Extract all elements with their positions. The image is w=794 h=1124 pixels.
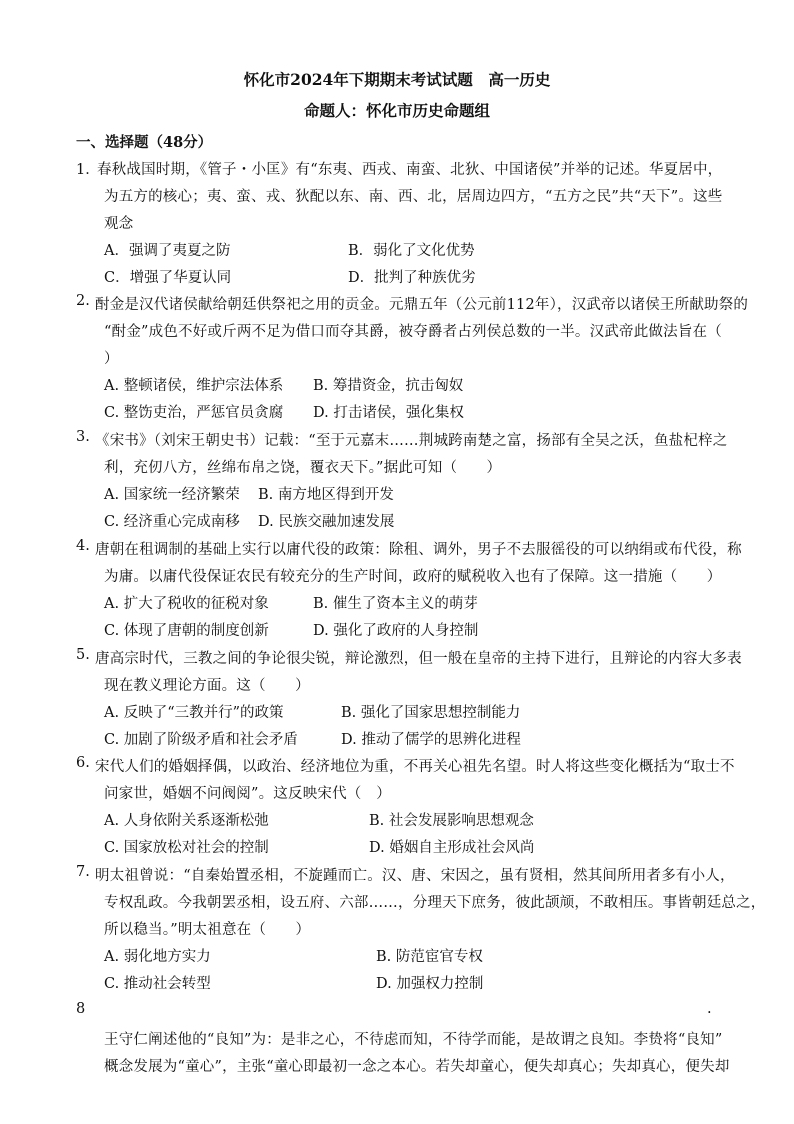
- option-a[interactable]: A. 整顿诸侯，维护宗法体系: [104, 378, 284, 394]
- option-c[interactable]: C．增强了华夏认同: [104, 270, 232, 286]
- question-number: 3.: [76, 429, 90, 445]
- option-a[interactable]: A．强调了夷夏之防: [104, 243, 231, 259]
- exam-author: 命题人：怀化市历史命题组: [303, 101, 490, 120]
- question-number: 4.: [76, 538, 90, 554]
- option-d[interactable]: D．批判了种族优劣: [348, 270, 476, 286]
- question-text-line: 观念: [104, 216, 134, 232]
- option-c[interactable]: C. 整饬吏治，严惩官员贪腐: [104, 405, 284, 421]
- question-text-line: 《宋书》（刘宋王朝史书）记载：“至于元嘉末……荆城跨南楚之富，扬部有全吴之沃，鱼盐杞梓之: [95, 433, 728, 449]
- option-d[interactable]: D. 推动了儒学的思辨化进程: [341, 732, 521, 748]
- question-text-line: 为五方的核心；夷、蛮、戎、狄配以东、南、西、北，居周边四方，“五方之民”共“天下”。这些: [104, 189, 723, 205]
- exam-title: 怀化市2024年下期期末考试试题 高一历史: [243, 70, 551, 89]
- question-text-line: 问家世，婚姻不问阀阅”。这反映宋代（ ）: [104, 786, 391, 802]
- question-text-line: 所以稳当。”明太祖意在（ ）: [104, 922, 311, 938]
- option-a[interactable]: A. 反映了“三教并行”的政策: [104, 705, 284, 721]
- question-text-line: 概念发展为“童心”，主张“童心即最初一念之本心。若失却童心，便失却真心；失却真心，便失却: [104, 1059, 730, 1075]
- option-d[interactable]: D. 加强权力控制: [376, 976, 484, 992]
- option-a[interactable]: A. 国家统一经济繁荣: [104, 487, 240, 503]
- question-text-line: 为庸。以庸代役保证农民有较充分的生产时间，政府的赋税收入也有了保障。这一措施（ ）: [104, 569, 722, 585]
- option-d[interactable]: D. 强化了政府的人身控制: [313, 623, 479, 639]
- question-text-line: 王守仁阐述他的“良知”为：是非之心，不待虑而知，不待学而能，是故谓之良知。李贽将“良知”: [104, 1032, 723, 1048]
- question-text-line: 宋代人们的婚姻择偶，以政治、经济地位为重，不再关心祖先名望。时人将这些变化概括为“取士不: [95, 759, 735, 775]
- option-a[interactable]: A. 扩大了税收的征税对象: [104, 596, 269, 612]
- option-b[interactable]: B. 催生了资本主义的萌芽: [313, 596, 478, 612]
- option-c[interactable]: C. 经济重心完成南移: [104, 514, 240, 530]
- section-heading: 一、选择题（48分）: [76, 134, 213, 151]
- option-b[interactable]: B．弱化了文化优势: [348, 243, 475, 259]
- question-number: 8: [76, 1001, 86, 1017]
- question-text-line: 利，充仞八方，丝绵布帛之饶，覆衣天下。”据此可知（ ）: [104, 460, 502, 476]
- question-number: 7.: [76, 864, 90, 880]
- option-a[interactable]: A. 弱化地方实力: [104, 949, 211, 965]
- option-b[interactable]: B. 防范宦官专权: [376, 949, 483, 965]
- question-text-line: 酎金是汉代诸侯献给朝廷供祭祀之用的贡金。元鼎五年（公元前112年），汉武帝以诸侯王所献助祭的: [95, 297, 749, 313]
- question-number: 5.: [76, 647, 90, 663]
- question-text-line: 唐朝在租调制的基础上实行以庸代役的政策：除租、调外，男子不去服徭役的可以纳绢或布代役，称: [95, 542, 742, 558]
- question-text-line: 明太祖曾说：“自秦始置丞相，不旋踵而亡。汉、唐、宋因之，虽有贤相，然其间所用者多有小人，: [95, 868, 735, 884]
- option-b[interactable]: B. 强化了国家思想控制能力: [341, 705, 521, 721]
- option-d[interactable]: D. 婚姻自主形成社会风尚: [369, 840, 535, 856]
- option-c[interactable]: C. 体现了唐朝的制度创新: [104, 623, 269, 639]
- option-c[interactable]: C. 国家放松对社会的控制: [104, 840, 269, 856]
- question-text-line: 现在教义理论方面。这（ ）: [104, 678, 310, 694]
- question-text-line: “酎金”成色不好或斤两不足为借口而夺其爵，被夺爵者占列侯总数的一半。汉武帝此做法旨在（: [104, 324, 722, 340]
- option-c[interactable]: C. 加剧了阶级矛盾和社会矛盾: [104, 732, 298, 748]
- option-c[interactable]: C. 推动社会转型: [104, 976, 211, 992]
- question-text-line: 唐高宗时代，三教之间的争论很尖锐，辩论激烈，但一般在皇帝的主持下进行，且辩论的内容大多表: [95, 651, 742, 667]
- question-text-line: 专权乱政。今我朝罢丞相，设五府、六部……，分理天下庶务，彼此颉颃，不敢相压。事皆朝廷总之，: [104, 895, 766, 911]
- option-b[interactable]: B. 筹措资金，抗击匈奴: [313, 378, 464, 394]
- question-number: 2.: [76, 293, 90, 309]
- question-text-line: ）: [104, 351, 119, 367]
- question-text-line: 春秋战国时期，《管子・小匡》有“东夷、西戎、南蛮、北狄、中国诸侯”并举的记述。华夏居中，: [97, 162, 723, 178]
- option-a[interactable]: A. 人身依附关系逐渐松弛: [104, 813, 269, 829]
- question-number: 1．: [76, 162, 100, 178]
- trailing-mark: .: [707, 1001, 712, 1017]
- question-number: 6.: [76, 755, 90, 771]
- option-b[interactable]: B. 南方地区得到开发: [258, 487, 394, 503]
- option-d[interactable]: D. 打击诸侯，强化集权: [313, 405, 464, 421]
- option-d[interactable]: D. 民族交融加速发展: [258, 514, 395, 530]
- option-b[interactable]: B. 社会发展影响思想观念: [369, 813, 534, 829]
